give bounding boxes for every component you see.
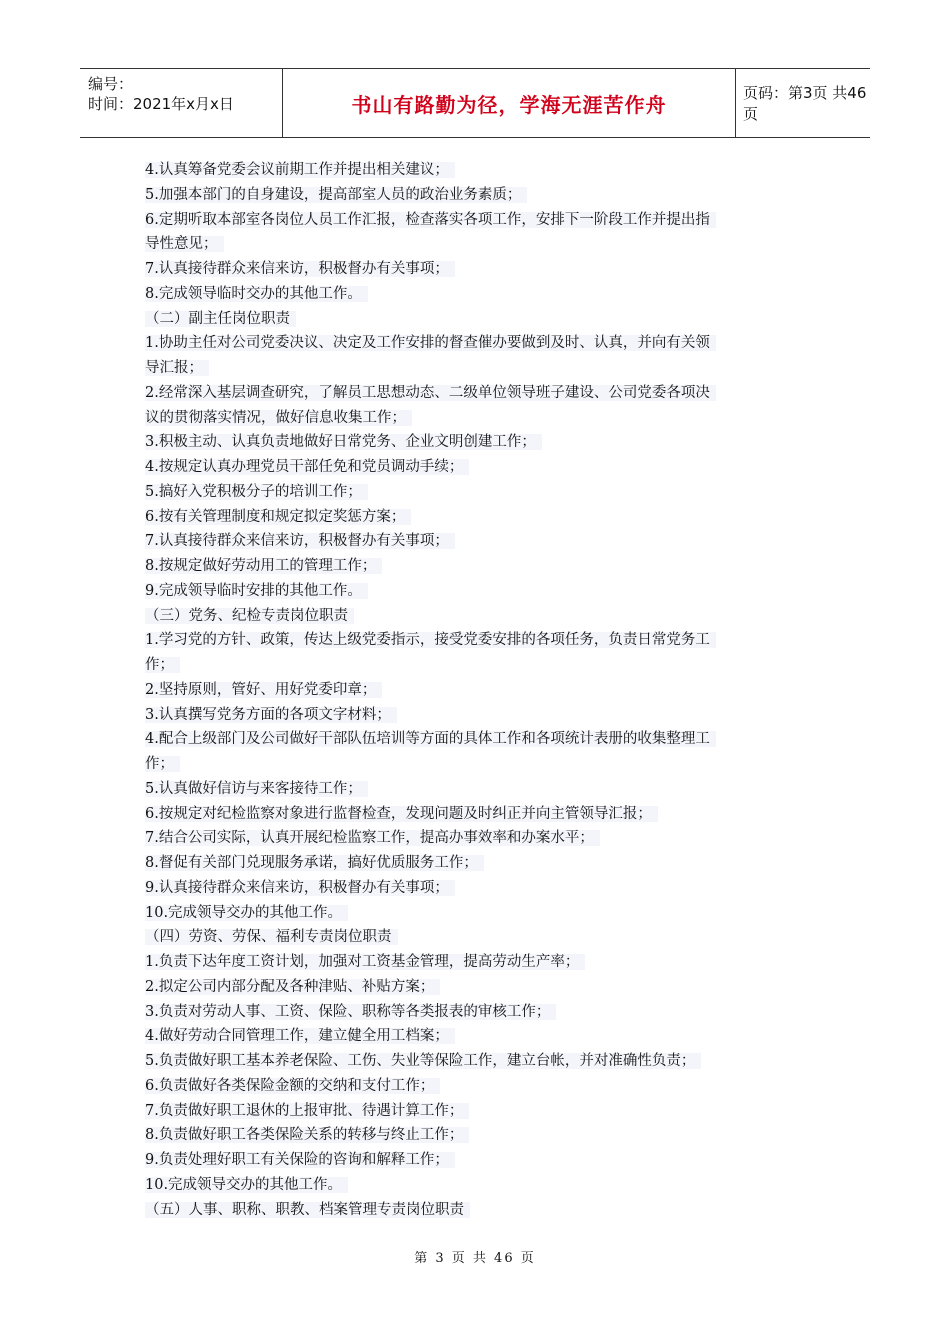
text-line xyxy=(145,406,810,431)
text-line xyxy=(145,208,810,233)
text-line-content: 3.积极主动、认真负责地做好日常党务、企业文明创建工作； xyxy=(145,434,542,450)
page-header xyxy=(80,68,870,138)
text-line-content: 作； xyxy=(145,756,180,772)
header-motto-cell xyxy=(282,69,736,137)
text-line-content: 3.负责对劳动人事、工资、保险、职称等各类报表的审核工作； xyxy=(145,1004,556,1020)
text-line xyxy=(145,307,810,332)
text-line xyxy=(145,678,810,703)
header-meta xyxy=(80,69,282,137)
text-line xyxy=(145,356,810,381)
text-line-content: 1.负责下达年度工资计划，加强对工资基金管理，提高劳动生产率； xyxy=(145,954,585,970)
text-line xyxy=(145,381,810,406)
text-line xyxy=(145,975,810,1000)
text-line xyxy=(145,851,810,876)
text-line-content: 7.结合公司实际，认真开展纪检监察工作，提高办事效率和办案水平； xyxy=(145,830,600,846)
text-line-content: 4.做好劳动合同管理工作，建立健全用工档案； xyxy=(145,1028,455,1044)
text-line xyxy=(145,925,810,950)
text-line-content: 3.认真撰写党务方面的各项文字材料； xyxy=(145,707,397,723)
text-line xyxy=(145,480,810,505)
text-line xyxy=(145,901,810,926)
text-line xyxy=(145,158,810,183)
text-line xyxy=(145,183,810,208)
text-line xyxy=(145,703,810,728)
text-line-content: 作； xyxy=(145,657,180,673)
text-line-content: 7.认真接待群众来信来访，积极督办有关事项； xyxy=(145,261,455,277)
text-line-content: 9.负责处理好职工有关保险的咨询和解释工作； xyxy=(145,1152,455,1168)
text-line xyxy=(145,1000,810,1025)
text-line-content: 2.经常深入基层调查研究，了解员工思想动态、二级单位领导班子建设、公司党委各项决 xyxy=(145,385,716,401)
text-line-content: 4.认真筹备党委会议前期工作并提出相关建议； xyxy=(145,162,455,178)
text-line xyxy=(145,777,810,802)
text-line xyxy=(145,282,810,307)
text-line-content: （二）副主任岗位职责 xyxy=(145,311,296,327)
text-line-content: 5.搞好入党积极分子的培训工作； xyxy=(145,484,368,500)
text-line xyxy=(145,232,810,257)
text-line-content: 导汇报； xyxy=(145,360,209,376)
text-line-content: 5.认真做好信访与来客接待工作； xyxy=(145,781,368,797)
text-line xyxy=(145,1049,810,1074)
text-line-content: （四）劳资、劳保、福利专责岗位职责 xyxy=(145,929,398,945)
text-line-content: 6.负责做好各类保险金额的交纳和支付工作； xyxy=(145,1078,440,1094)
text-line-content: 1.协助主任对公司党委决议、决定及工作安排的督查催办要做到及时、认真，并向有关领 xyxy=(145,335,716,351)
text-line-content: 8.按规定做好劳动用工的管理工作； xyxy=(145,558,382,574)
text-line xyxy=(145,455,810,480)
text-line xyxy=(145,1099,810,1124)
text-line xyxy=(145,331,810,356)
text-line xyxy=(145,529,810,554)
text-line-content: 4.配合上级部门及公司做好干部队伍培训等方面的具体工作和各项统计表册的收集整理工 xyxy=(145,731,716,747)
text-line-content: 8.负责做好职工各类保险关系的转移与终止工作； xyxy=(145,1127,469,1143)
text-line-content: 9.完成领导临时安排的其他工作。 xyxy=(145,583,368,599)
text-line-content: 8.完成领导临时交办的其他工作。 xyxy=(145,286,368,302)
text-line-content: 2.坚持原则，管好、用好党委印章； xyxy=(145,682,382,698)
text-line-content: 8.督促有关部门兑现服务承诺，搞好优质服务工作； xyxy=(145,855,484,871)
text-line xyxy=(145,1024,810,1049)
text-line xyxy=(145,604,810,629)
text-line xyxy=(145,653,810,678)
text-line-content: 6.按有关管理制度和规定拟定奖惩方案； xyxy=(145,509,411,525)
text-line xyxy=(145,554,810,579)
text-line-content: 议的贯彻落实情况，做好信息收集工作； xyxy=(145,410,412,426)
text-line xyxy=(145,826,810,851)
text-line xyxy=(145,802,810,827)
header-motto: 书山有路勤为径，学海无涯苦作舟 xyxy=(351,92,667,117)
document-number-label: 编号： xyxy=(88,75,134,93)
text-line-content: 6.定期听取本部室各岗位人员工作汇报，检查落实各项工作，安排下一阶段工作并提出指 xyxy=(145,212,716,228)
text-line xyxy=(145,727,810,752)
text-line xyxy=(145,1198,810,1223)
text-line-content: 7.负责做好职工退休的上报审批、待遇计算工作； xyxy=(145,1103,469,1119)
text-line-content: （三）党务、纪检专责岗位职责 xyxy=(145,608,354,624)
text-line xyxy=(145,950,810,975)
text-line xyxy=(145,752,810,777)
text-line xyxy=(145,628,810,653)
text-line-content: 导性意见； xyxy=(145,236,224,252)
document-date-label: 时间：2021年x月x日 xyxy=(88,95,234,113)
text-line-content: 5.加强本部门的自身建设，提高部室人员的政治业务素质； xyxy=(145,187,527,203)
text-line-content: 1.学习党的方针、政策，传达上级党委指示，接受党委安排的各项任务，负责日常党务工 xyxy=(145,632,716,648)
page-footer: 第 3 页 共 46 页 xyxy=(414,1251,536,1266)
text-line-content: 7.认真接待群众来信来访，积极督办有关事项； xyxy=(145,533,455,549)
text-line-content: 2.拟定公司内部分配及各种津贴、补贴方案； xyxy=(145,979,440,995)
text-line xyxy=(145,1148,810,1173)
text-line-content: （五）人事、职称、职教、档案管理专责岗位职责 xyxy=(145,1202,470,1218)
text-line xyxy=(145,1173,810,1198)
text-line xyxy=(145,505,810,530)
text-line-content: 10.完成领导交办的其他工作。 xyxy=(145,905,348,921)
text-line-content: 9.认真接待群众来信来访，积极督办有关事项； xyxy=(145,880,455,896)
document-body xyxy=(145,158,810,1222)
text-line xyxy=(145,257,810,282)
text-line-content: 5.负责做好职工基本养老保险、工伤、失业等保险工作，建立台帐，并对准确性负责； xyxy=(145,1053,701,1069)
text-line-content: 10.完成领导交办的其他工作。 xyxy=(145,1177,348,1193)
text-line-content: 4.按规定认真办理党员干部任免和党员调动手续； xyxy=(145,459,469,475)
text-line xyxy=(145,1074,810,1099)
text-line xyxy=(145,1123,810,1148)
text-line-content: 6.按规定对纪检监察对象进行监督检查，发现问题及时纠正并向主管领导汇报； xyxy=(145,806,658,822)
text-line xyxy=(145,876,810,901)
text-line xyxy=(145,430,810,455)
text-line xyxy=(145,579,810,604)
header-page-info: 页码：第3页 共46页 xyxy=(743,84,867,123)
